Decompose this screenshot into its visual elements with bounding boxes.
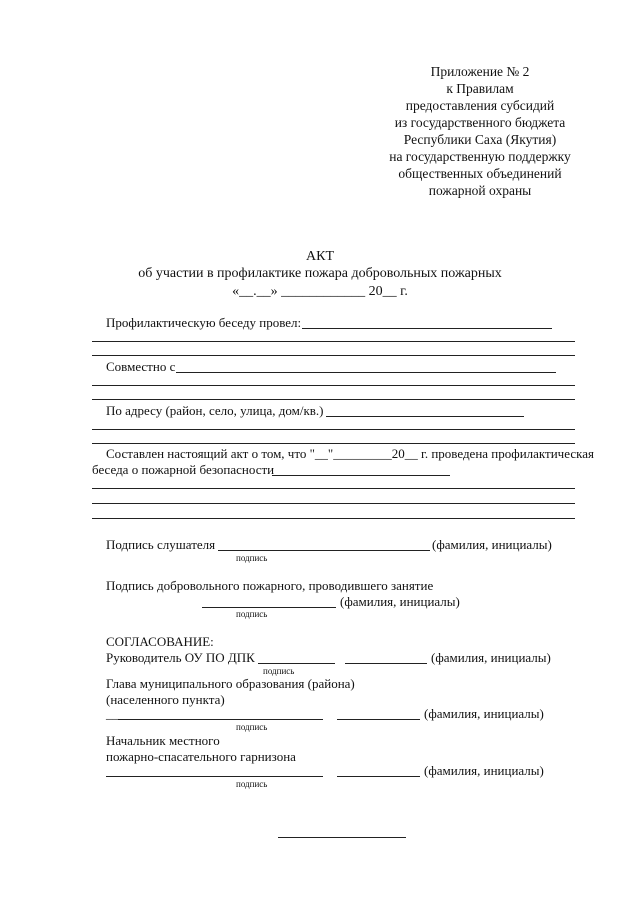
municipal-name-field[interactable]: [337, 719, 420, 720]
listener-signature-label: Подпись слушателя: [106, 537, 216, 552]
appendix-line: из государственного бюджета: [394, 115, 566, 130]
volunteer-signature-label: Подпись добровольного пожарного, проводившего занятие: [106, 578, 434, 593]
head-ou-label: Руководитель ОУ ПО ДПК: [106, 650, 255, 665]
head-ou-name-caption: (фамилия, инициалы): [431, 650, 551, 665]
head-ou-signature-field[interactable]: [258, 663, 335, 664]
appendix-line: Республики Саха (Якутия): [403, 132, 557, 147]
appendix-line: пожарной охраны: [428, 183, 532, 198]
listener-name-caption: (фамилия, инициалы): [432, 537, 552, 552]
garrison-signature-field[interactable]: [106, 776, 323, 777]
appendix-line: общественных объединений: [398, 166, 562, 181]
head-ou-name-field[interactable]: [345, 663, 427, 664]
address-field[interactable]: [326, 416, 524, 417]
volunteer-signature-field[interactable]: [202, 607, 336, 608]
blank-line[interactable]: [92, 399, 575, 400]
statement-line-1: Составлен настоящий акт о том, что "__"_________20__ г. проведена профилактическая: [106, 446, 594, 461]
signature-caption: подпись: [236, 722, 268, 732]
municipal-label-1: Глава муниципального образования (района): [106, 676, 355, 691]
garrison-name-field[interactable]: [337, 776, 420, 777]
signature-caption: подпись: [263, 666, 295, 676]
blank-line[interactable]: [92, 518, 575, 519]
municipal-signature-field[interactable]: [118, 719, 323, 720]
blank-line[interactable]: [92, 488, 575, 489]
signature-caption: подпись: [236, 609, 268, 619]
document-date-line: «__.__» ____________ 20__ г.: [232, 284, 408, 299]
statement-line-2: беседа о пожарной безопасности: [92, 462, 275, 477]
together-with-label: Совместно с: [106, 359, 176, 374]
blank-line[interactable]: [92, 429, 575, 430]
volunteer-name-caption: (фамилия, инициалы): [340, 594, 460, 609]
signature-caption: подпись: [236, 553, 268, 563]
appendix-block: [360, 63, 600, 199]
blank-line[interactable]: [92, 355, 575, 356]
together-with-field[interactable]: [176, 372, 556, 373]
blank-line[interactable]: [92, 443, 575, 444]
listener-signature-field[interactable]: [218, 550, 430, 551]
municipal-prefix: __: [106, 706, 119, 721]
conducted-by-label: Профилактическую беседу провел:: [106, 315, 302, 330]
conducted-by-field[interactable]: [302, 328, 552, 329]
garrison-label-1: Начальник местного: [106, 733, 220, 748]
document-subtitle: об участии в профилактике пожара добровольных пожарных: [138, 266, 502, 281]
footer-separator: [278, 837, 406, 838]
blank-line[interactable]: [92, 385, 575, 386]
address-label: По адресу (район, село, улица, дом/кв.): [106, 403, 324, 418]
blank-line[interactable]: [92, 341, 575, 342]
garrison-label-2: пожарно-спасательного гарнизона: [106, 749, 296, 764]
statement-field[interactable]: [272, 475, 450, 476]
appendix-line: к Правилам: [446, 81, 514, 96]
document-heading: АКТ: [306, 249, 334, 264]
signature-caption: подпись: [236, 779, 268, 789]
appendix-line: предоставления субсидий: [405, 98, 555, 113]
appendix-line: Приложение № 2: [430, 64, 530, 79]
blank-line[interactable]: [92, 503, 575, 504]
garrison-name-caption: (фамилия, инициалы): [424, 763, 544, 778]
approval-heading: СОГЛАСОВАНИЕ:: [106, 634, 214, 649]
appendix-line: на государственную поддержку: [389, 149, 571, 164]
municipal-label-2: (населенного пункта): [106, 692, 225, 707]
municipal-name-caption: (фамилия, инициалы): [424, 706, 544, 721]
